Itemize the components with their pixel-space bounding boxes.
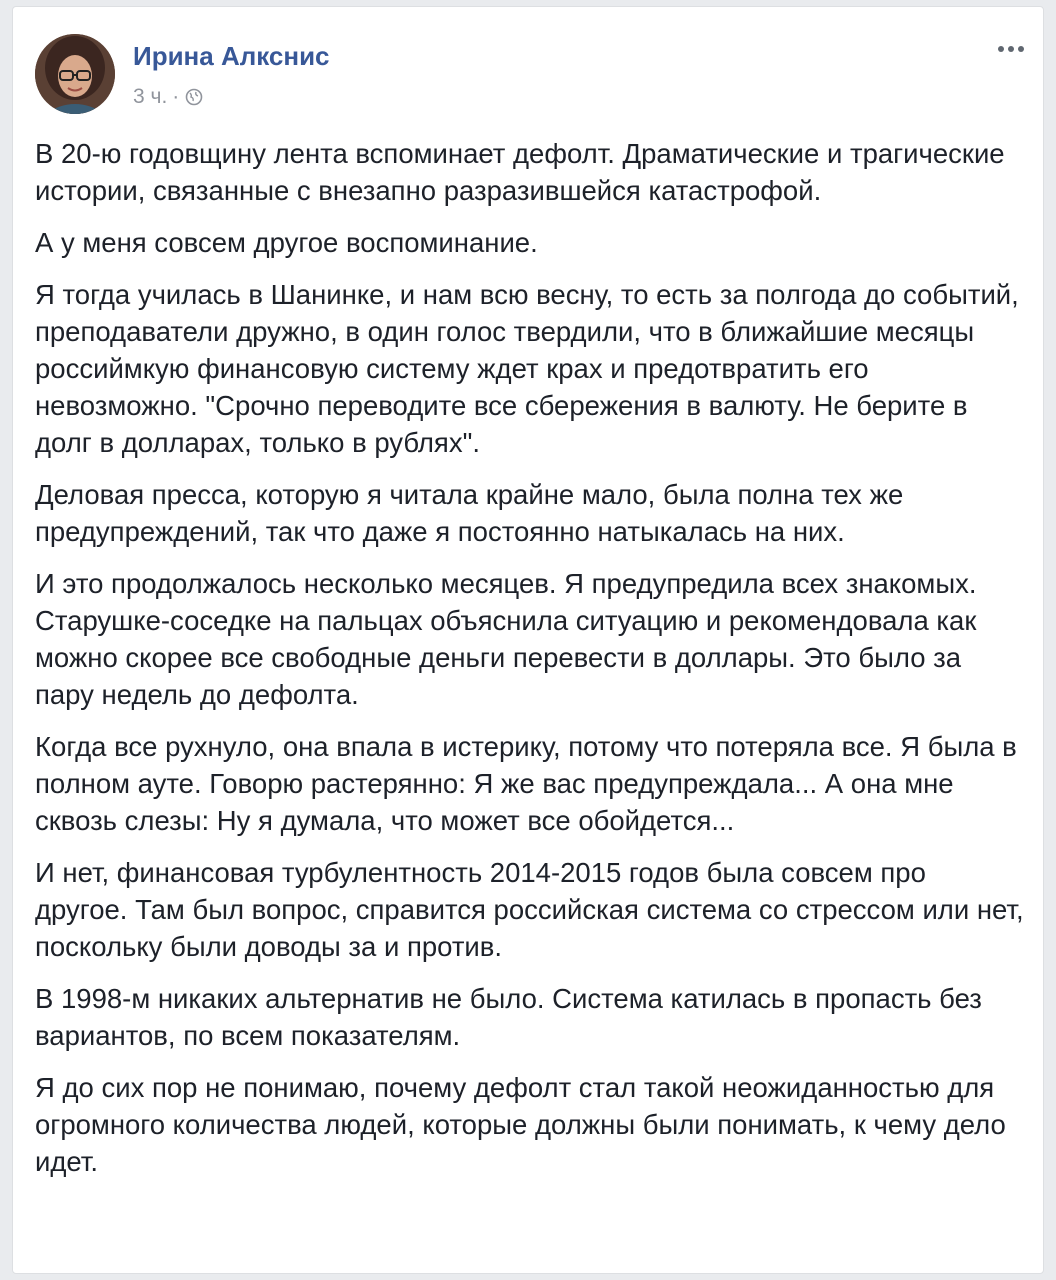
post-paragraph: И это продолжалось несколько месяцев. Я предупредила всех знакомых. Старушке-соседке на пальцах объяснила ситуацию и рекомендовала как можно скорее все свободные деньги перевести в доллары. Это было за пару недель до дефолта. xyxy=(35,568,977,710)
post-paragraph: В 20-ю годовщину лента вспоминает дефолт. Драматические и трагические истории, связанные с внезапно разразившейся катастрофой. xyxy=(35,138,1005,206)
more-options-icon[interactable] xyxy=(993,37,1029,61)
post-header xyxy=(13,7,1043,127)
post-body xyxy=(35,135,1025,1195)
post-paragraph: И нет, финансовая турбулентность 2014-2015 годов была совсем про другое. Там был вопрос, справится российская система со стрессом или нет, поскольку были доводы за и против. xyxy=(35,857,1024,962)
post-paragraph: Когда все рухнуло, она впала в истерику, потому что потеряла все. Я была в полном ауте. Говорю растерянно: Я же вас предупреждала... А она мне сквозь слезы: Ну я думала, что может все обойдется... xyxy=(35,731,1017,836)
dot-icon xyxy=(1008,46,1014,52)
user-avatar-icon[interactable] xyxy=(35,34,115,114)
meta-separator: · xyxy=(172,85,180,108)
post-meta xyxy=(133,85,203,109)
dot-icon xyxy=(1018,46,1024,52)
post-paragraph: Деловая пресса, которую я читала крайне мало, была полна тех же предупреждений, так что даже я постоянно натыкалась на них. xyxy=(35,479,904,547)
post-paragraph: В 1998-м никаких альтернатив не было. Система катилась в пропасть без вариантов, по всем показателям. xyxy=(35,983,982,1051)
post-timestamp[interactable]: 3 ч. xyxy=(133,85,168,108)
globe-icon[interactable] xyxy=(185,88,203,106)
post-paragraph: Я тогда училась в Шанинке, и нам всю весну, то есть за полгода до событий, преподаватели дружно, в один голос твердили, что в ближайшие месяцы российмкую финансовую систему ждет крах и предотвратить его невозможно. "Срочно переводите все сбережения в валюту. Не берите в долг в долларах, только в рублях". xyxy=(35,279,1019,458)
dot-icon xyxy=(998,46,1004,52)
post-paragraph: А у меня совсем другое воспоминание. xyxy=(35,227,538,258)
facebook-post xyxy=(12,6,1044,1274)
post-paragraph: Я до сих пор не понимаю, почему дефолт стал такой неожиданностью для огромного количества людей, которые должны были понимать, к чему дело идет. xyxy=(35,1072,1006,1177)
author-name-link[interactable]: Ирина Алкснис xyxy=(133,41,330,71)
